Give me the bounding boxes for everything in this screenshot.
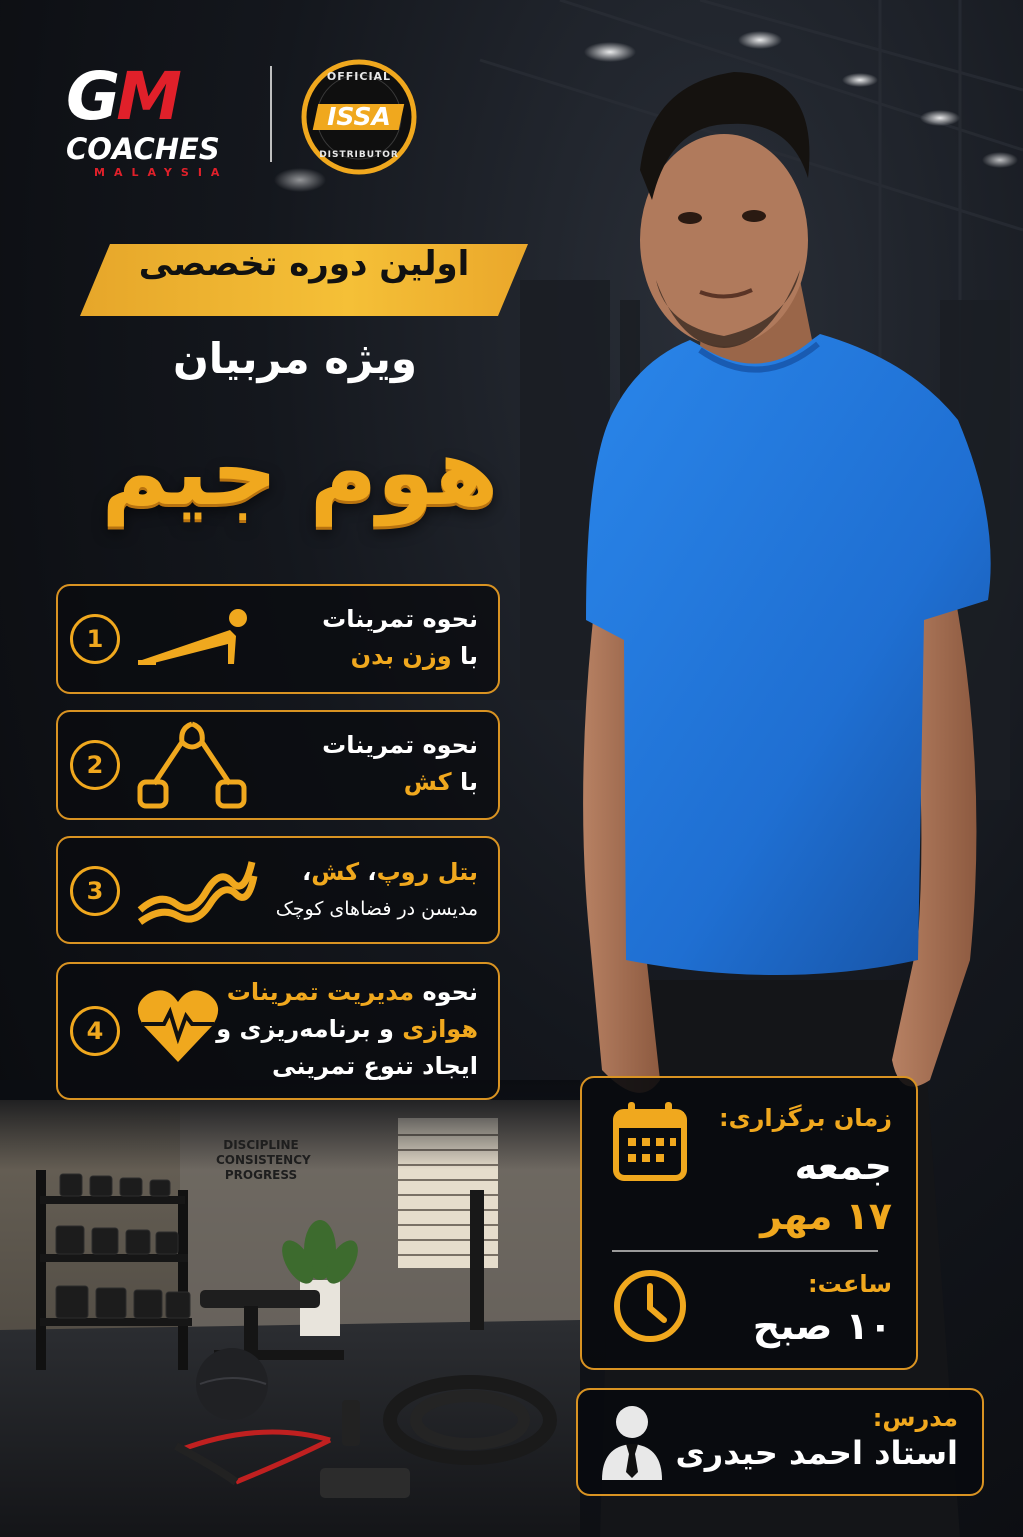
teacher-box xyxy=(576,1388,984,1496)
time-value: ۱۰ صبح xyxy=(752,1304,892,1348)
issa-official-text: OFFICIAL xyxy=(326,70,392,83)
topic-number: 4 xyxy=(70,1006,120,1056)
gm-logo-mark xyxy=(66,58,178,135)
topic-number: 3 xyxy=(70,866,120,916)
gm-malaysia-text: MALAYSIA xyxy=(94,166,229,179)
gm-letter-m: M xyxy=(116,58,178,135)
issa-badge xyxy=(300,58,418,176)
schedule-divider xyxy=(612,1250,878,1252)
topic-text-prefix: با xyxy=(451,642,478,670)
wall-text-line: DISCIPLINE xyxy=(223,1138,299,1152)
wall-text-line: CONSISTENCY xyxy=(216,1153,311,1167)
topic-line xyxy=(216,1011,478,1048)
topic-separator: ، xyxy=(302,858,312,886)
gm-letter-g: G xyxy=(66,58,117,135)
main-title: هوم جیم xyxy=(101,419,499,526)
day-value: جمعه xyxy=(794,1144,892,1188)
issa-distributor-text: DISTRIBUTOR xyxy=(319,150,399,160)
topic-highlight: وزن بدن xyxy=(350,642,452,670)
banner-text: اولین دوره تخصصی xyxy=(138,244,470,284)
topic-highlight: بتل روپ xyxy=(376,858,478,886)
topic-separator: ، xyxy=(359,858,377,886)
topic-text xyxy=(322,601,478,675)
topic-text-prefix: با xyxy=(451,768,478,796)
topic-line: نحوه تمرینات xyxy=(322,731,478,759)
gm-coaches-logo xyxy=(66,58,246,180)
topic-text xyxy=(216,974,478,1085)
teacher-name: استاد احمد حیدری xyxy=(675,1434,958,1472)
topic-text xyxy=(276,854,478,928)
topic-line xyxy=(216,974,478,1011)
teacher-label: مدرس: xyxy=(872,1404,958,1432)
topic-highlight: هوازی xyxy=(402,1015,478,1043)
date-label: زمان برگزاری: xyxy=(719,1104,892,1132)
resistance-band-icon xyxy=(136,718,248,812)
pushup-icon xyxy=(136,604,256,674)
schedule-box xyxy=(580,1076,918,1370)
heart-pulse-icon xyxy=(136,986,220,1064)
calendar-icon xyxy=(612,1102,688,1182)
time-label: ساعت: xyxy=(807,1270,892,1298)
wall-text-line: PROGRESS xyxy=(224,1168,298,1182)
subtitle: ویژه مربیان xyxy=(172,334,418,383)
topic-line xyxy=(276,854,478,891)
topic-text xyxy=(322,727,478,801)
logo-divider xyxy=(270,66,272,162)
topic-line xyxy=(322,638,478,675)
topic-number: 2 xyxy=(70,740,120,790)
issa-name-text: ISSA xyxy=(327,102,391,131)
gm-coaches-text: COACHES xyxy=(66,132,220,166)
topic-text-rest: و برنامه‌ریزی و xyxy=(216,1015,403,1043)
topic-text-prefix: نحوه xyxy=(414,978,478,1006)
topic-line xyxy=(322,764,478,801)
topic-number: 1 xyxy=(70,614,120,664)
battle-rope-icon xyxy=(136,852,258,928)
topic-line: ایجاد تنوع تمرینی xyxy=(272,1052,478,1080)
date-value: ۱۷ مهر xyxy=(760,1194,892,1238)
topic-highlight: مدیریت تمرینات xyxy=(226,978,415,1006)
clock-icon xyxy=(612,1268,688,1344)
topic-highlight: کش xyxy=(403,768,452,796)
topic-card-1 xyxy=(56,584,500,694)
topic-card-3 xyxy=(56,836,500,944)
topic-highlight: کش xyxy=(311,858,360,886)
topic-card-4 xyxy=(56,962,500,1100)
user-icon xyxy=(600,1404,664,1480)
topic-line: نحوه تمرینات xyxy=(322,605,478,633)
topic-line: مدیسن در فضاهای کوچک xyxy=(275,898,478,920)
topic-card-2 xyxy=(56,710,500,820)
